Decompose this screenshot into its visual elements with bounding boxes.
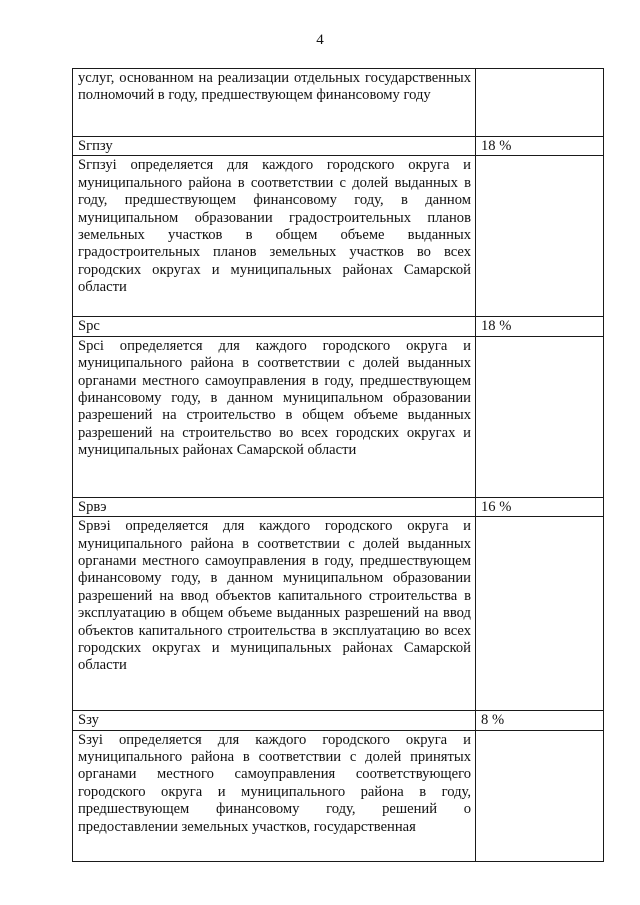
value-cell — [476, 730, 604, 861]
value-cell — [476, 517, 604, 711]
weight-value-cell: 18 % — [476, 317, 604, 336]
table-row — [73, 69, 604, 137]
value-cell — [476, 156, 604, 317]
description-cell: Sзуi определяется для каждого городского округа и муниципального района в соответствии с долей принятых органами местного самоуправления соответствующего городского округа и муниципального района в году, предшествующем финансовому году, решений о предоставлении земельных участков, государственная — [73, 730, 476, 861]
weight-value-cell: 16 % — [476, 497, 604, 516]
table-row — [73, 517, 604, 711]
coefficients-table — [72, 68, 604, 862]
indicator-label-cell: Sгпзу — [73, 137, 476, 156]
table-row — [73, 711, 604, 730]
weight-value-cell: 18 % — [476, 137, 604, 156]
description-cell: Sгпзуi определяется для каждого городского округа и муниципального района в соответствии с долей выданных в году, предшествующем финансовому году, в данном муниципальном образовании градостроительных планов земельных участков в общем объеме выданных градостроительных планов земельных участков во всех городских округах и муниципальных районах Самарской области — [73, 156, 476, 317]
table-row — [73, 137, 604, 156]
table-row — [73, 317, 604, 336]
table-row — [73, 497, 604, 516]
description-cell: Sрсi определяется для каждого городского округа и муниципального района в соответствии с долей выданных органами местного самоуправления в году, предшествующем финансовому году, в данном муниципальном образовании разрешений на строительство в общем объеме выданных разрешений на строительство во всех городских округах и муниципальных районах Самарской области — [73, 336, 476, 497]
description-cell: Sрвэi определяется для каждого городского округа и муниципального района в соответствии с долей выданных органами местного самоуправления в году, предшествующем финансовому году, в данном муниципальном образовании разрешений на ввод объектов капитального строительства в эксплуатацию в общем объеме выданных разрешений на ввод объектов капитального строительства в эксплуатацию во всех городских округах и муниципальных районах Самарской области — [73, 517, 476, 711]
table-row — [73, 336, 604, 497]
indicator-label-cell: Sрвэ — [73, 497, 476, 516]
indicator-label-cell: Sзу — [73, 711, 476, 730]
value-cell — [476, 336, 604, 497]
indicator-label-cell: Sрс — [73, 317, 476, 336]
page-number: 4 — [316, 32, 324, 48]
value-cell — [476, 69, 604, 137]
weight-value-cell: 8 % — [476, 711, 604, 730]
table-row — [73, 730, 604, 861]
description-cell: услуг, основанном на реализации отдельных государственных полномочий в году, предшествующем финансовому году — [73, 69, 476, 137]
table-row — [73, 156, 604, 317]
